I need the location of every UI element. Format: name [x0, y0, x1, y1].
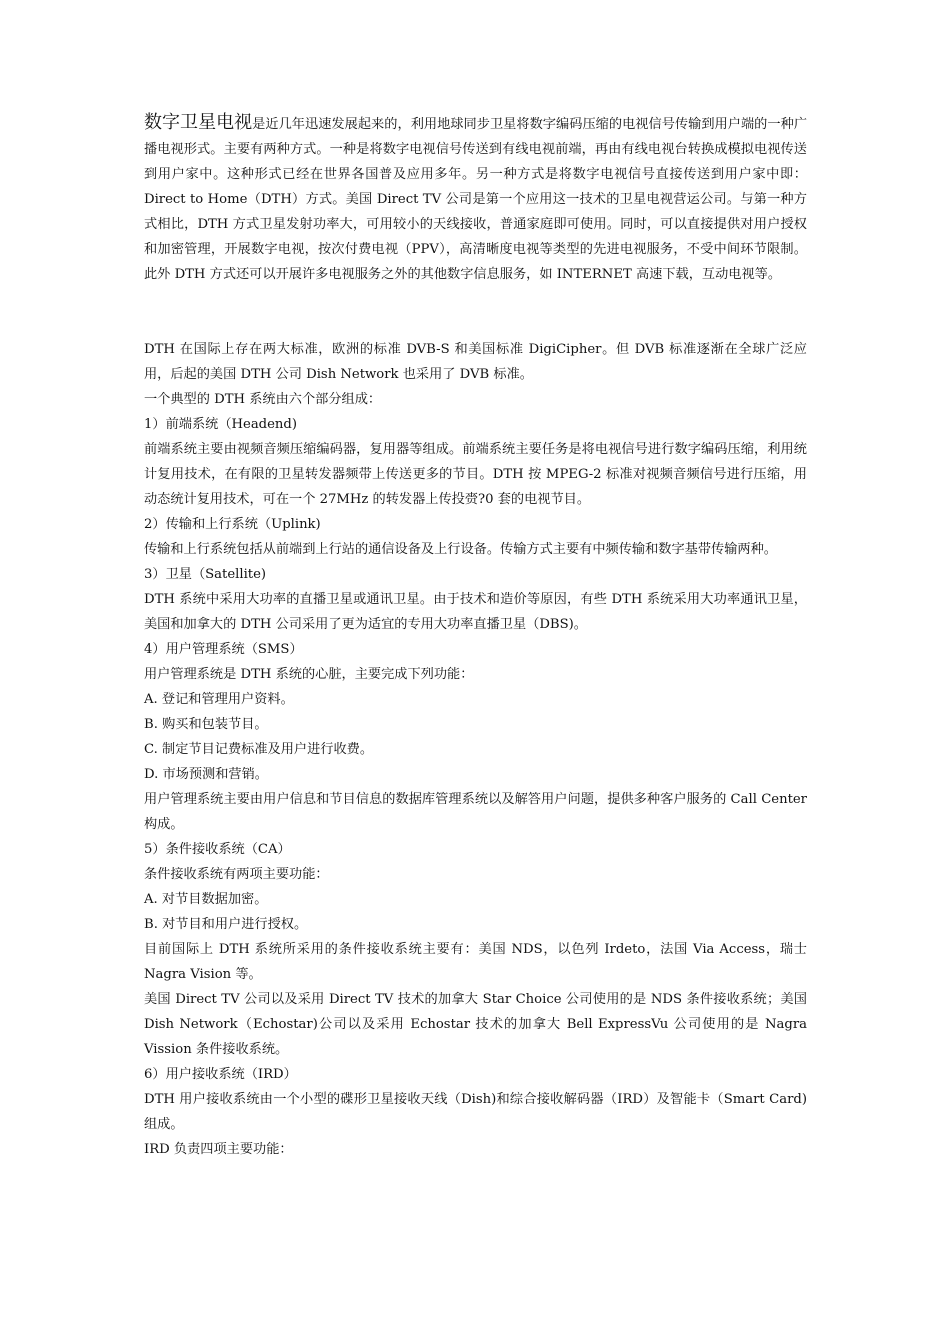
paragraph: 传输和上行系统包括从前端到上行站的通信设备及上行设备。传输方式主要有中频传输和数字基带传输两种。 [144, 542, 777, 557]
list-item: A. 登记和管理用户资料。 [144, 692, 294, 707]
paragraph: DTH 在国际上存在两大标准，欧洲的标准 DVB-S 和美国标准 DigiCipher。但 DVB 标准逐渐在全球广泛应用，后起的美国 DTH 公司 Dish Network 也采用了 DVB 标准。 [144, 342, 807, 382]
paragraph: 美国 Direct TV 公司以及采用 Direct TV 技术的加拿大 Star Choice 公司使用的是 NDS 条件接收系统；美国 Dish Network（Echostar)公司以及采用 Echostar 技术的加拿大 Bell ExpressVu 公司使用的是 Nagra Vission 条件接收系统。 [144, 992, 807, 1057]
section-heading-sms: 4）用户管理系统（SMS） [144, 642, 303, 657]
paragraph: IRD 负责四项主要功能： [144, 1142, 293, 1157]
paragraph: 前端系统主要由视频音频压缩编码器，复用器等组成。前端系统主要任务是将电视信号进行数字编码压缩，利用统计复用技术，在有限的卫星转发器频带上传送更多的节目。DTH 按 MPEG-2 标准对视频音频信号进行压缩，用动态统计复用技术，可在一个 27MHz 的转发器上传投赍?0 套的电视节目。 [144, 442, 807, 507]
section-heading-ca: 5）条件接收系统（CA） [144, 842, 291, 857]
paragraph: 一个典型的 DTH 系统由六个部分组成： [144, 392, 382, 407]
list-item: B. 对节目和用户进行授权。 [144, 917, 308, 932]
paragraph: 用户管理系统是 DTH 系统的心脏，主要完成下列功能： [144, 667, 474, 682]
paragraph-gap [144, 287, 807, 337]
intro-title: 数字卫星电视 [144, 112, 253, 133]
section-heading-uplink: 2）传输和上行系统（Uplink) [144, 517, 321, 532]
section-heading-satellite: 3）卫星（Satellite) [144, 567, 267, 582]
paragraph: DTH 系统中采用大功率的直播卫星或通讯卫星。由于技术和造价等原因，有些 DTH 系统采用大功率通讯卫星，美国和加拿大的 DTH 公司采用了更为适宜的专用大功率直播卫星（DBS)。 [144, 592, 807, 632]
document-body [144, 110, 807, 1162]
list-item: D. 市场预测和营销。 [144, 767, 268, 782]
list-item: A. 对节目数据加密。 [144, 892, 268, 907]
intro-paragraph [144, 110, 807, 287]
list-item: C. 制定节目记费标准及用户进行收费。 [144, 742, 374, 757]
paragraph: 条件接收系统有两项主要功能： [144, 867, 329, 882]
paragraph: 目前国际上 DTH 系统所采用的条件接收系统主要有：美国 NDS，以色列 Irdeto，法国 Via Access，瑞士 Nagra Vision 等。 [144, 942, 807, 982]
section-heading-headend: 1）前端系统（Headend) [144, 417, 298, 432]
section-heading-ird: 6）用户接收系统（IRD） [144, 1067, 297, 1082]
paragraph: 用户管理系统主要由用户信息和节目信息的数据库管理系统以及解答用户问题，提供多种客户服务的 Call Center 构成。 [144, 792, 807, 832]
paragraph: DTH 用户接收系统由一个小型的碟形卫星接收天线（Dish)和综合接收解码器（IRD）及智能卡（Smart Card)组成。 [144, 1092, 807, 1132]
intro-text: 是近几年迅速发展起来的，利用地球同步卫星将数字编码压缩的电视信号传输到用户端的一种广播电视形式。主要有两种方式。一种是将数字电视信号传送到有线电视前端，再由有线电视台转换成模拟电视传送到用户家中。这种形式已经在世界各国普及应用多年。另一种方式是将数字电视信号直接传送到用户家中即：Direct to Home（DTH）方式。美国 Direct TV 公司是第一个应用这一技术的卫星电视营运公司。与第一种方式相比，DTH 方式卫星发射功率大，可用较小的天线接收，普通家庭即可使用。同时，可以直接提供对用户授权和加密管理，开展数字电视，按次付费电视（PPV），高清晰度电视等类型的先进电视服务，不受中间环节限制。此外 DTH 方式还可以开展许多电视服务之外的其他数字信息服务，如 INTERNET 高速下载，互动电视等。 [144, 117, 808, 282]
list-item: B. 购买和包装节目。 [144, 717, 268, 732]
